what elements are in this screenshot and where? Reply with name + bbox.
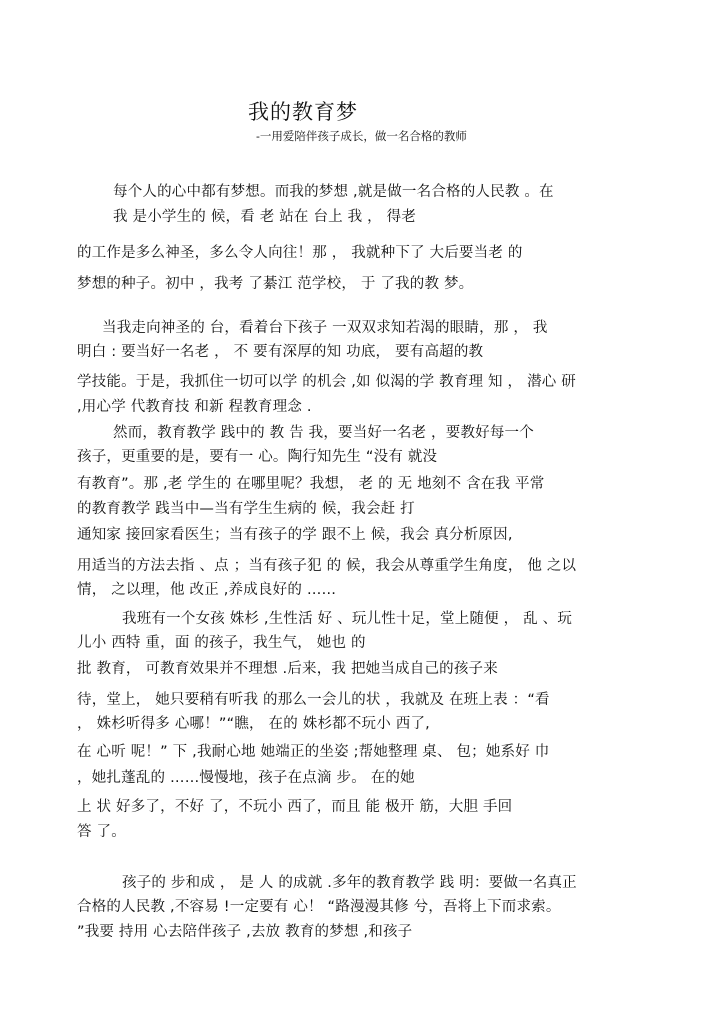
body-line: 每个人的心中都有梦想。而我的梦想 ,就是做一名合格的人民教 。在 (113, 184, 554, 200)
body-line: 明白 : 要当好一名老 ， 不 要有深厚的知 功底， 要有高超的教 (77, 344, 484, 360)
page-subtitle: -一用爱陪伴孩子成长，做一名合格的教师 (256, 129, 467, 143)
body-line: 用适当的方法去指 、点 ；当有孩子犯 的 候，我会从尊重学生角度， 他 之以 (77, 558, 577, 574)
body-line: 通知家 接回家看医生；当有孩子的学 跟不上 候，我会 真分析原因, (77, 527, 513, 543)
body-line: 批 教育， 可教育效果并不理想 .后来，我 把她当成自己的孩子来 (77, 661, 498, 677)
body-line: 的工作是多么神圣，多么令人向往！那 ， 我就种下了 大后要当老 的 (77, 245, 523, 261)
body-line: ， 姝杉听得多 心哪！”“瞧， 在的 姝杉都不玩小 西了, (77, 716, 430, 732)
body-line: 的教育教学 践当中—当有学生生病的 候，我会赶 打 (77, 501, 415, 517)
body-line: 我 是小学生的 候，看 老 站在 台上 我 ， 得老 (113, 209, 417, 225)
body-line: 在 心听 呢！” 下 ,我耐心地 她端正的坐姿 ;帮她整理 桌、 包；她系好 巾 (77, 744, 550, 760)
body-line: 合格的人民教 ,不容易 !一定要有 心！ “路漫漫其修 兮，吾将上下而求索。 (77, 899, 561, 915)
body-line: 梦想的种子。初中 ，我考 了綦江 范学校， 于 了我的教 梦。 (77, 276, 474, 292)
body-line: 待，堂上， 她只要稍有听我 的那么一会儿的状 ，我就及 在班上表 ：“看 (77, 692, 550, 708)
body-line: ，她扎蓬乱的 ……慢慢地，孩子在点滴 步。 在的她 (77, 770, 415, 786)
body-line: 然而，教育教学 践中的 教 告 我，要当好一名老 ，要教好每一个 (113, 425, 534, 441)
body-line: 情， 之以理，他 改正 ,养成良好的 …… (77, 582, 337, 598)
body-line: 学技能。于是，我抓住一切可以学 的机会 ,如 似渴的学 教育理 知 ， 潜心 研 (77, 374, 576, 390)
body-line: 儿小 西特 重，面 的孩子，我生气， 她也 的 (77, 635, 366, 651)
body-line: 答 了。 (77, 824, 126, 840)
body-line: 当我走向神圣的 台，看着台下孩子 一双双求知若渴的眼睛，那 ， 我 (102, 320, 548, 336)
body-line: 有教育”。那 ,老 学生的 在哪里呢？我想， 老 的 无 地刻不 含在我 平常 (77, 476, 545, 492)
body-line: 孩子的 步和成 ， 是 人 的成就 .多年的教育教学 践 明：要做一名真正 (122, 875, 577, 891)
body-line: 孩子，更重要的是，要有一 心。陶行知先生 “没有 就没 (77, 449, 438, 465)
body-line: ”我要 持用 心去陪伴孩子 ,去放 教育的梦想 ,和孩子 (77, 924, 413, 940)
body-line: 我班有一个女孩 姝杉 ,生性活 好 、玩儿性十足，堂上随便 ， 乱 、玩 (122, 611, 573, 627)
body-line: 上 状 好多了，不好 了，不玩小 西了，而且 能 极开 筋，大胆 手回 (77, 799, 513, 815)
page-title: 我的教育梦 (248, 100, 358, 124)
body-line: ,用心学 代教育技 和新 程教育理念 . (77, 399, 312, 415)
